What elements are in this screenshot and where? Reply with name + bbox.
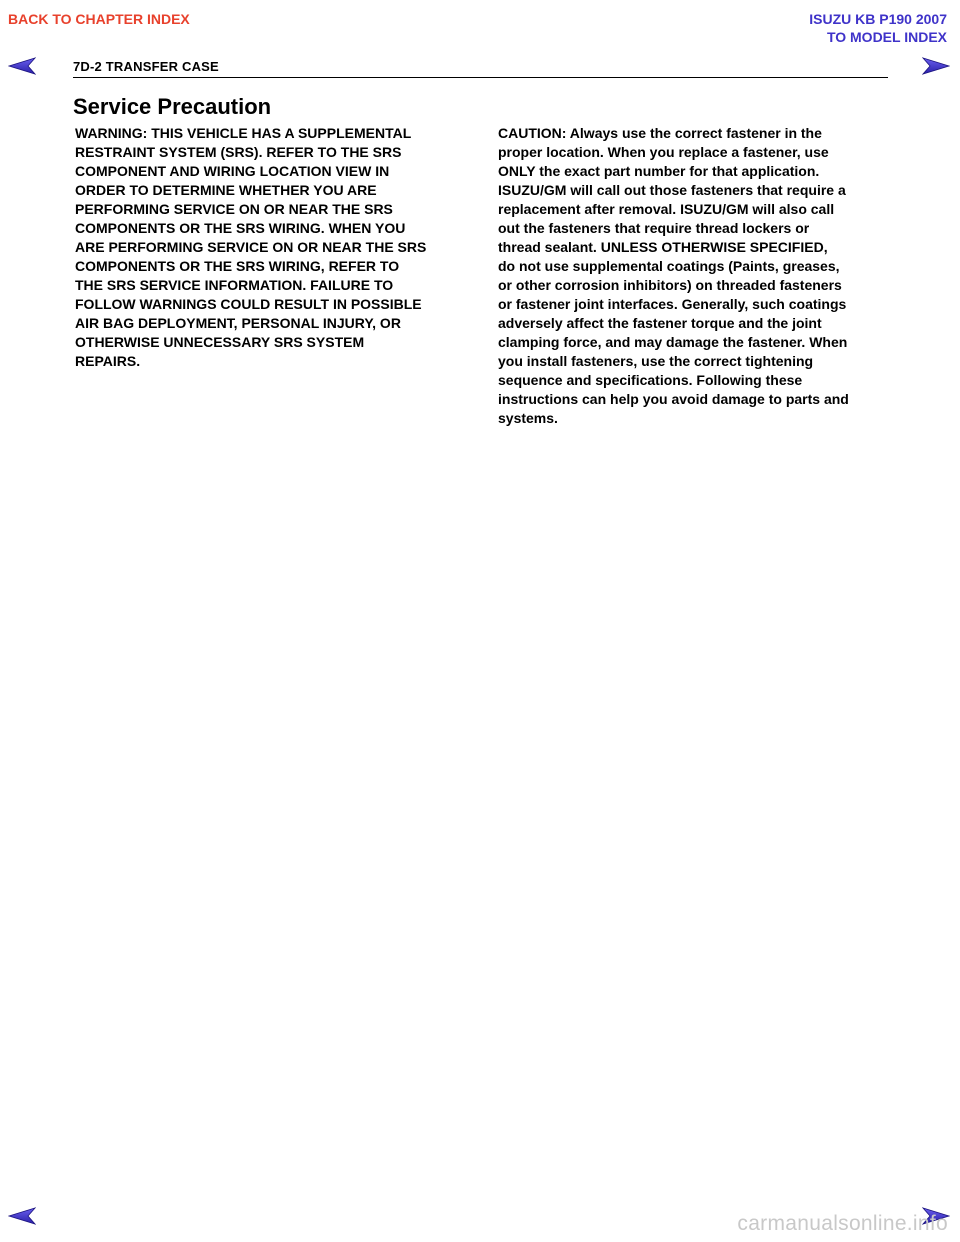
warning-line: RESTRAINT SYSTEM (SRS). REFER TO THE SRS	[75, 144, 402, 160]
warning-line: PERFORMING SERVICE ON OR NEAR THE SRS	[75, 201, 393, 217]
caution-line: CAUTION: Always use the correct fastener in the	[498, 125, 822, 141]
caution-line: do not use supplemental coatings (Paints, greases,	[498, 258, 840, 274]
caution-line: clamping force, and may damage the fastener. When	[498, 334, 848, 350]
previous-page-arrow-icon[interactable]	[8, 1207, 36, 1225]
caution-line: replacement after removal. ISUZU/GM will also call	[498, 201, 835, 217]
caution-line: systems.	[498, 410, 558, 426]
caution-line: ONLY the exact part number for that application.	[498, 163, 820, 179]
warning-line: ARE PERFORMING SERVICE ON OR NEAR THE SRS	[75, 239, 427, 255]
caution-line: or fastener joint interfaces. Generally, such coatings	[498, 296, 847, 312]
caution-line: or other corrosion inhibitors) on threaded fasteners	[498, 277, 842, 293]
warning-line: REPAIRS.	[75, 353, 141, 369]
page-header	[73, 58, 888, 78]
warning-text-block	[75, 124, 475, 371]
warning-line: ORDER TO DETERMINE WHETHER YOU ARE	[75, 182, 377, 198]
warning-line: FOLLOW WARNINGS COULD RESULT IN POSSIBLE	[75, 296, 422, 312]
caution-line: adversely affect the fastener torque and the joint	[498, 315, 822, 331]
caution-line: proper location. When you replace a fastener, use	[498, 144, 829, 160]
back-to-chapter-index-link[interactable]: BACK TO CHAPTER INDEX	[8, 11, 190, 27]
section-title: Service Precaution	[73, 94, 272, 119]
caution-line: ISUZU/GM will call out those fasteners that require a	[498, 182, 846, 198]
warning-line: WARNING: THIS VEHICLE HAS A SUPPLEMENTAL	[75, 125, 412, 141]
warning-line: COMPONENTS OR THE SRS WIRING. WHEN YOU	[75, 220, 406, 236]
warning-line: OTHERWISE UNNECESSARY SRS SYSTEM	[75, 334, 365, 350]
warning-line: AIR BAG DEPLOYMENT, PERSONAL INJURY, OR	[75, 315, 401, 331]
to-model-index-link[interactable]: TO MODEL INDEX	[826, 29, 947, 45]
caution-line: instructions can help you avoid damage to parts and	[498, 391, 849, 407]
warning-line: THE SRS SERVICE INFORMATION. FAILURE TO	[75, 277, 394, 293]
caution-line: thread sealant. UNLESS OTHERWISE SPECIFIED,	[498, 239, 828, 255]
caution-text-block	[498, 124, 898, 428]
watermark: carmanualsonline.info	[737, 1212, 948, 1235]
caution-line: sequence and specifications. Following these	[498, 372, 803, 388]
section-reference: 7D-2 TRANSFER CASE	[73, 59, 219, 74]
next-page-arrow-icon[interactable]	[922, 57, 950, 75]
caution-line: you install fasteners, use the correct tightening	[498, 353, 814, 369]
model-title-link[interactable]: ISUZU KB P190 2007	[809, 11, 947, 27]
warning-line: COMPONENT AND WIRING LOCATION VIEW IN	[75, 163, 390, 179]
previous-page-arrow-icon[interactable]	[8, 57, 36, 75]
warning-line: COMPONENTS OR THE SRS WIRING, REFER TO	[75, 258, 400, 274]
caution-line: out the fasteners that require thread lockers or	[498, 220, 810, 236]
